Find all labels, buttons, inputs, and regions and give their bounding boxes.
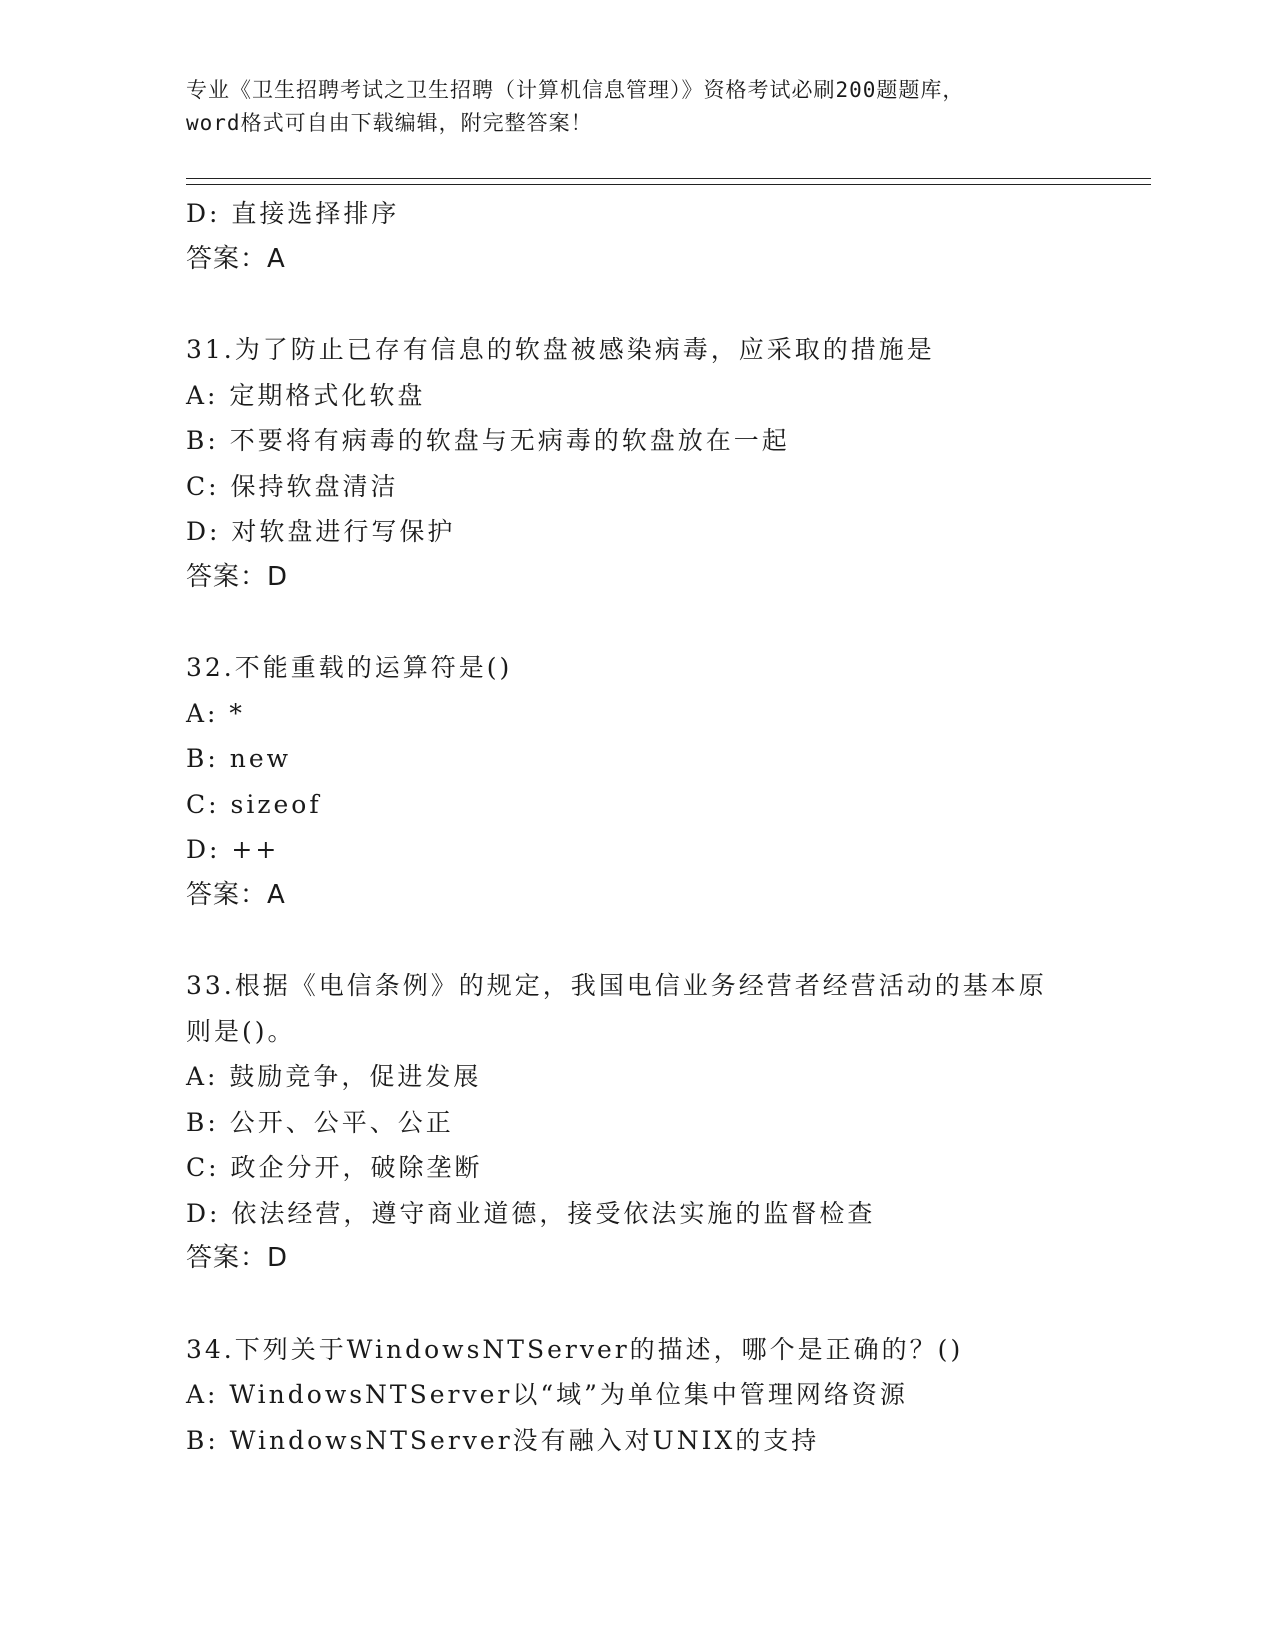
option-b: B: 不要将有病毒的软盘与无病毒的软盘放在一起 — [186, 426, 790, 455]
answer: 答案：A — [186, 879, 286, 910]
option-b: B: 公开、公平、公正 — [186, 1107, 454, 1137]
option-d: D: 对软盘进行写保护 — [186, 517, 456, 546]
question-34 — [186, 1327, 1146, 1464]
option-a: A: 定期格式化软盘 — [186, 380, 426, 410]
option-d: D: 依法经营，遵守商业道德，接受依法实施的监督检查 — [186, 1198, 876, 1228]
question-stem-line-2: 则是()。 — [186, 1016, 296, 1046]
option-d: D: ++ — [186, 835, 280, 864]
spacer — [186, 1282, 1146, 1327]
document-header — [186, 74, 1086, 140]
question-stem-line-1: 33.根据《电信条例》的规定，我国电信业务经营者经营活动的基本原 — [186, 971, 1047, 1000]
question-stem: 32.不能重载的运算符是() — [186, 653, 513, 682]
answer: 答案：D — [186, 1243, 289, 1273]
option-b: B: new — [186, 744, 292, 773]
option-b: B: WindowsNTServer没有融入对UNIX的支持 — [186, 1425, 820, 1455]
option-a: A: * — [186, 698, 245, 728]
question-stem: 34.下列关于WindowsNTServer的描述，哪个是正确的？() — [186, 1334, 964, 1364]
question-31 — [186, 327, 1146, 600]
header-divider-bottom — [186, 184, 1151, 185]
option-c: C: 保持软盘清洁 — [186, 471, 399, 501]
header-line-1: 专业《卫生招聘考试之卫生招聘（计算机信息管理）》资格考试必刷200题题库， — [186, 78, 965, 102]
question-stem: 31.为了防止已存有信息的软盘被感染病毒，应采取的措施是 — [186, 335, 935, 364]
question-32 — [186, 645, 1146, 918]
spacer — [186, 918, 1146, 963]
option-a: A: 鼓励竞争，促进发展 — [186, 1062, 482, 1091]
question-33 — [186, 963, 1146, 1282]
option-a: A: WindowsNTServer以“域”为单位集中管理网络资源 — [186, 1380, 908, 1409]
header-line-2: word格式可自由下载编辑，附完整答案！ — [186, 111, 593, 135]
spacer — [186, 282, 1146, 327]
question-list — [186, 191, 1146, 1463]
prev-option-d: D: 直接选择排序 — [186, 199, 400, 228]
prev-answer: 答案：A — [186, 243, 286, 274]
spacer — [186, 600, 1146, 645]
header-divider-top — [186, 178, 1151, 179]
option-c: C: sizeof — [186, 789, 322, 819]
answer: 答案：D — [186, 561, 289, 592]
option-c: C: 政企分开，破除垄断 — [186, 1153, 483, 1182]
